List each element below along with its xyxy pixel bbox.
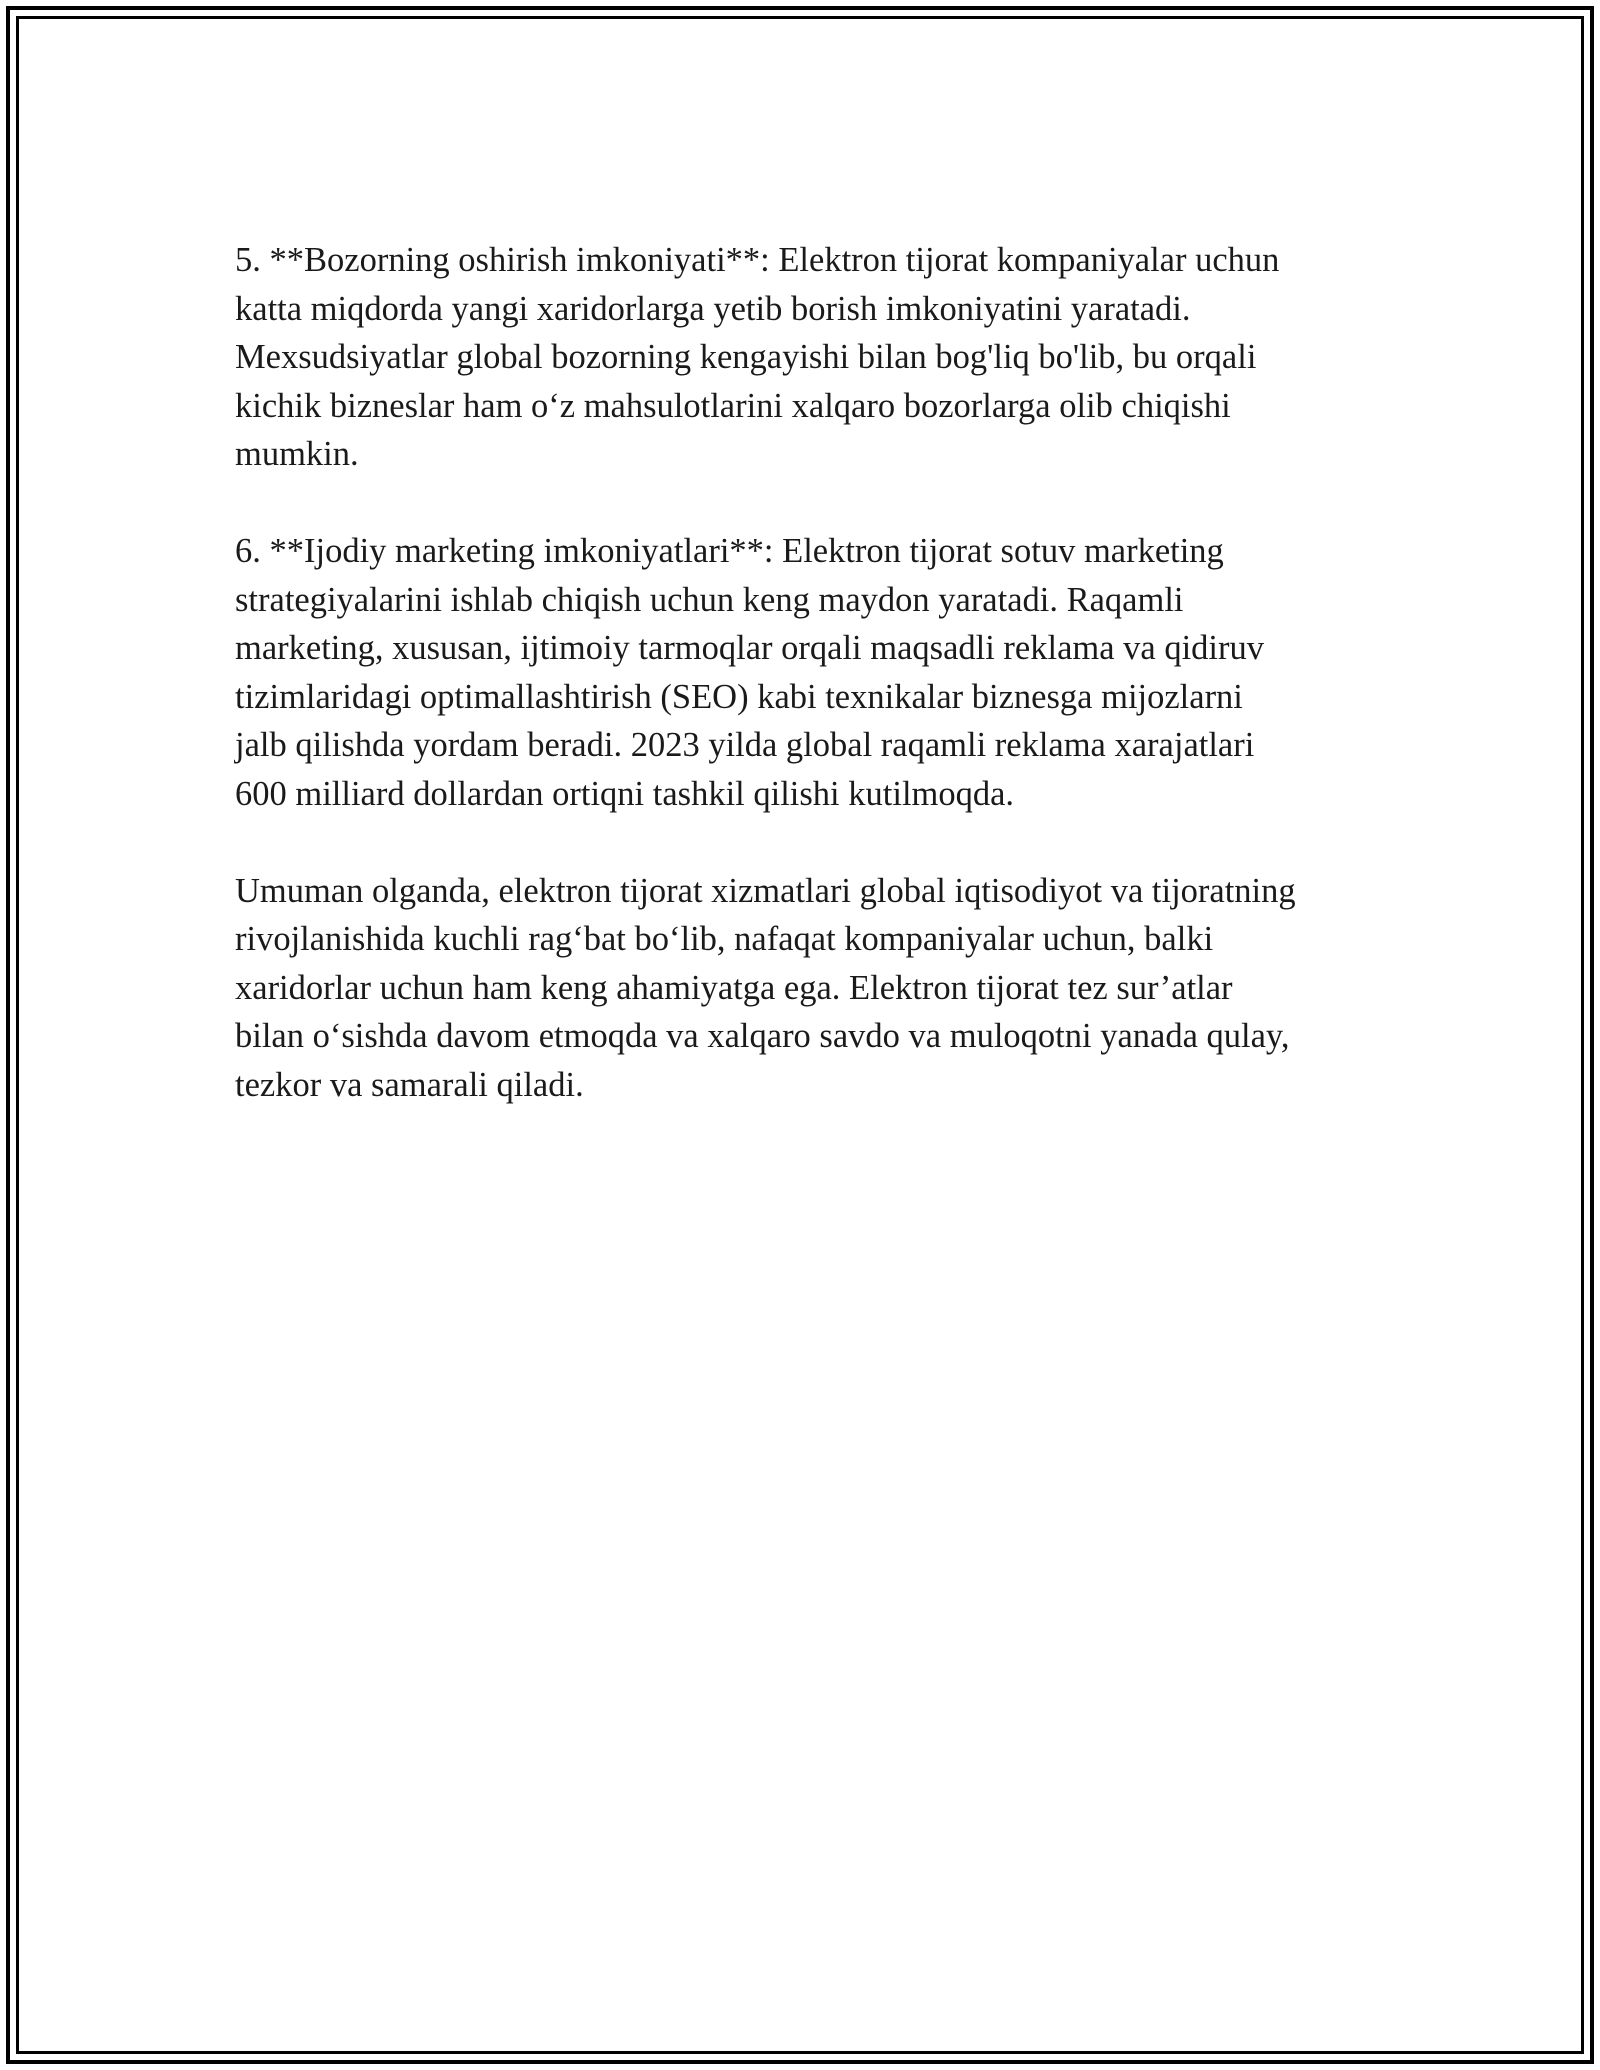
paragraph-market-expansion xyxy=(235,236,1375,479)
text-line: mumkin. xyxy=(235,435,359,473)
text-line: rivojlanishida kuchli rag‘bat bo‘lib, nafaqat kompaniyalar uchun, balki xyxy=(235,920,1214,958)
text-line: bilan o‘sishda davom etmoqda va xalqaro savdo va muloqotni yanada qulay, xyxy=(235,1017,1290,1055)
text-line: 5. **Bozorning oshirish imkoniyati**: Elektron tijorat kompaniyalar uchun xyxy=(235,241,1280,279)
text-line: kichik bizneslar ham o‘z mahsulotlarini xalqaro bozorlarga olib chiqishi xyxy=(235,386,1231,425)
text-line: 600 milliard dollardan ortiqni tashkil qilishi kutilmoqda. xyxy=(235,774,1015,813)
text-line: strategiyalarini ishlab chiqish uchun keng maydon yaratadi. Raqamli xyxy=(235,580,1184,619)
text-line: katta miqdorda yangi xaridorlarga yetib borish imkoniyatini yaratadi. xyxy=(235,289,1191,328)
text-line: tizimlaridagi optimallashtirish (SEO) kabi texnikalar biznesga mijozlarni xyxy=(235,677,1243,716)
text-line: tezkor va samarali qiladi. xyxy=(235,1065,584,1104)
text-line: Umuman olganda, elektron tijorat xizmatlari global iqtisodiyot va tijoratning xyxy=(235,871,1296,910)
text-line: xaridorlar uchun ham keng ahamiyatga ega. Elektron tijorat tez sur’atlar xyxy=(235,968,1233,1007)
text-line: 6. **Ijodiy marketing imkoniyatlari**: Elektron tijorat sotuv marketing xyxy=(235,532,1224,570)
text-line: marketing, xususan, ijtimoiy tarmoqlar orqali maqsadli reklama va qidiruv xyxy=(235,629,1265,667)
text-line: Mexsudsiyatlar global bozorning kengayishi bilan bog'liq bo'lib, bu orqali xyxy=(235,338,1257,376)
paragraph-conclusion xyxy=(235,867,1375,1110)
text-line: jalb qilishda yordam beradi. 2023 yilda global raqamli reklama xarajatlari xyxy=(235,726,1255,764)
paragraph-creative-marketing xyxy=(235,527,1375,818)
document-body xyxy=(235,236,1375,1158)
